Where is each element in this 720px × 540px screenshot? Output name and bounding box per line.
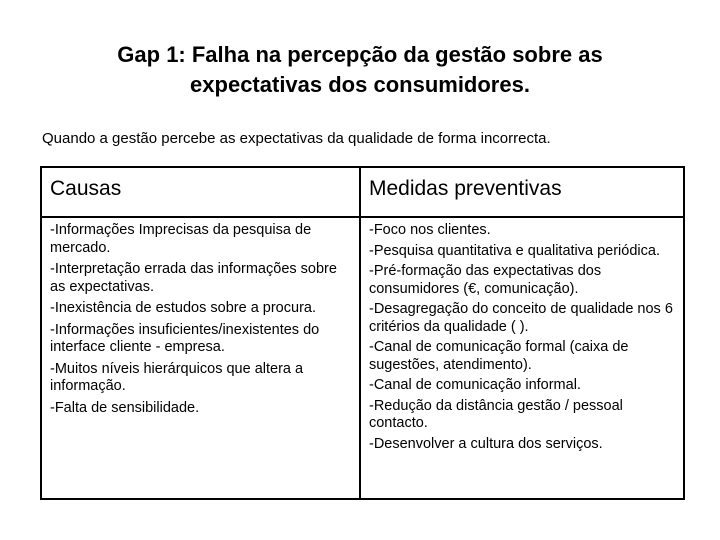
header-causas: Causas xyxy=(41,167,360,217)
slide-title xyxy=(60,40,660,100)
medidas-cell xyxy=(360,217,684,499)
causa-item: -Informações insuficientes/inexistentes do interface cliente - empresa. xyxy=(50,321,320,355)
medida-item: -Canal de comunicação informal. xyxy=(368,377,581,393)
medida-item: -Pesquisa quantitativa e qualitativa periódica. xyxy=(368,242,660,259)
causa-item: -Interpretação errada das informações sobre as expectativas. xyxy=(50,261,337,295)
medida-item: -Foco nos clientes. xyxy=(368,222,491,238)
medida-item: -Canal de comunicação formal (caixa de sugestões, atendimento). xyxy=(368,339,629,373)
gap-table xyxy=(40,166,685,500)
table-body-row xyxy=(41,217,684,499)
causas-cell xyxy=(41,217,360,499)
medida-item: -Redução da distância gestão / pessoal contacto. xyxy=(368,397,623,431)
causa-item: -Falta de sensibilidade. xyxy=(50,399,200,416)
causa-item: -Muitos níveis hierárquicos que altera a informação. xyxy=(50,360,304,394)
slide-subtitle: Quando a gestão percebe as expectativas da qualidade de forma incorrecta. xyxy=(42,130,551,147)
slide-title-line-1: Gap 1: Falha na percepção da gestão sobre as xyxy=(117,42,603,67)
causa-item: -Inexistência de estudos sobre a procura. xyxy=(50,300,316,316)
medida-item: -Desagregação do conceito de qualidade nos 6 critérios da qualidade ( ). xyxy=(368,301,673,335)
header-medidas-preventivas: Medidas preventivas xyxy=(360,167,684,217)
table-header-row xyxy=(41,167,684,217)
slide-title-line-2: expectativas dos consumidores. xyxy=(190,72,530,97)
causa-item: -Informações Imprecisas da pesquisa de mercado. xyxy=(50,222,312,256)
medida-item: -Desenvolver a cultura dos serviços. xyxy=(368,435,603,452)
medida-item: -Pré-formação das expectativas dos consumidores (€, comunicação). xyxy=(368,263,602,297)
